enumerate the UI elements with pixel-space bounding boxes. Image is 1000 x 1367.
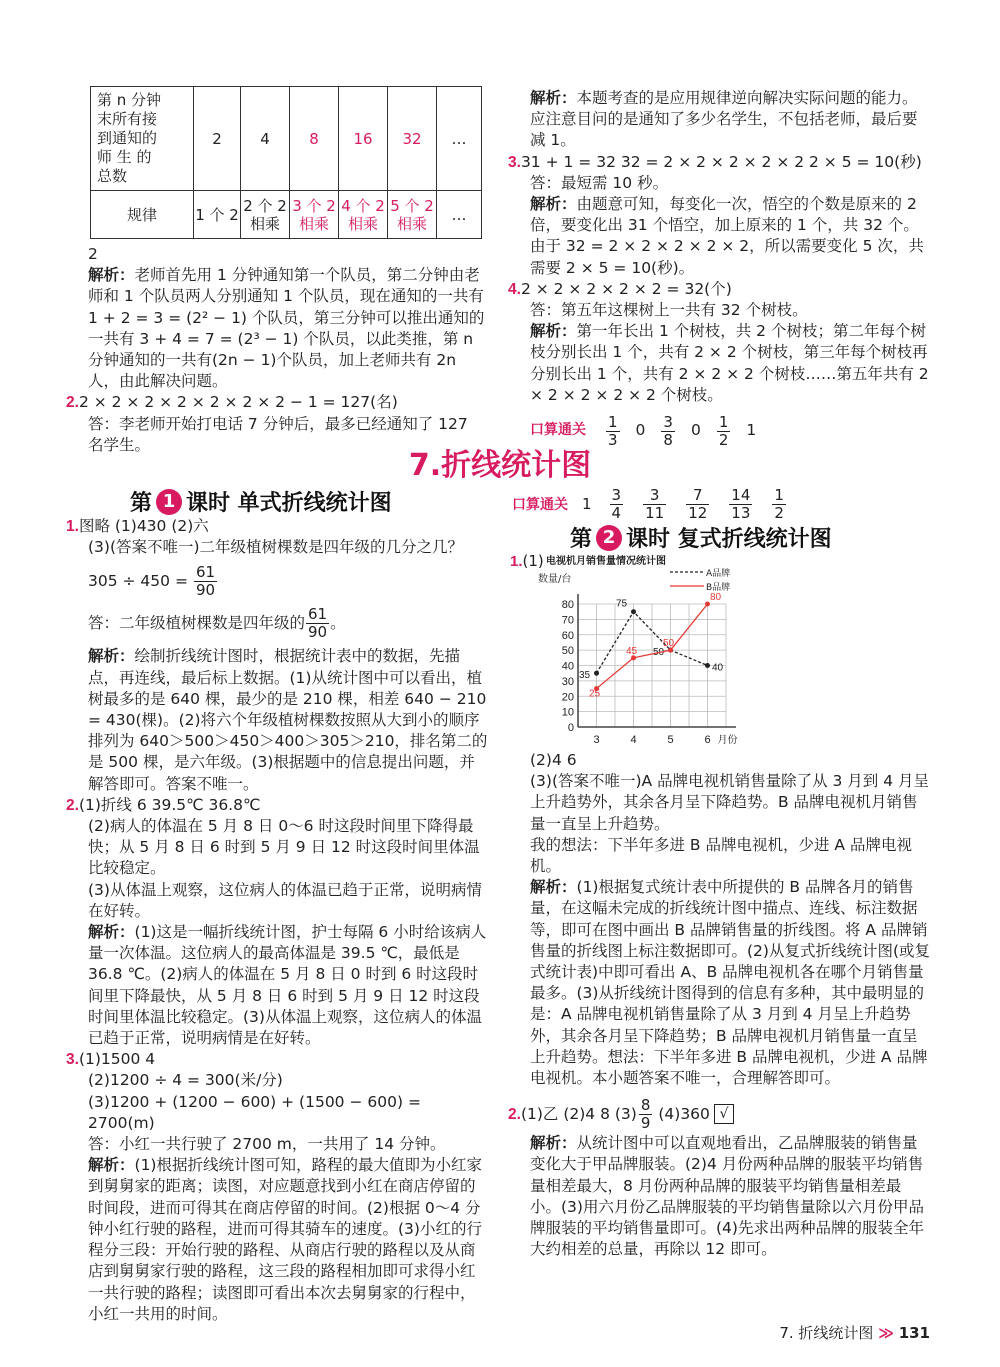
table-cell: 32 bbox=[388, 87, 437, 191]
y-tick-label: 20 bbox=[561, 691, 574, 704]
data-label: 45 bbox=[625, 645, 638, 657]
y-tick-label: 50 bbox=[561, 645, 574, 658]
question-2: 2.2 × 2 × 2 × 2 × 2 × 2 × 2 − 1 = 127(名) bbox=[66, 393, 398, 412]
answer-text: (3)(答案不唯一)A 品牌电视机销售量除了从 3 月到 4 月呈上升趋势外，其余各月呈下降趋势。B 品牌电视机月销售量一直呈上升趋势。 bbox=[530, 772, 930, 833]
question-2: 2. (1)乙 (2)4 8 (3) $\frac{8}{9}$ (4)360 √ bbox=[508, 1095, 930, 1133]
data-label: 80 bbox=[709, 592, 722, 603]
fraction: $\frac{14}{13}$ bbox=[731, 485, 751, 522]
data-label: 75 bbox=[615, 598, 628, 610]
lesson-1-content bbox=[66, 516, 488, 1325]
data-label: 40 bbox=[711, 662, 724, 674]
question-text: (2)病人的体温在 5 月 8 日 0～6 时这段时间里下降得最快；从 5 月 8 日 6 时到 5 月 9 日 12 时这段时间里体温比较稳定。 bbox=[88, 817, 480, 878]
question-2: 2.(1)折线 6 39.5℃ 36.8℃ bbox=[66, 795, 261, 814]
header-line: 第 n 分钟 bbox=[97, 91, 162, 109]
fraction: $\frac{1}{3}$ bbox=[608, 412, 618, 449]
section-title-text: 7.折线统计图 bbox=[408, 448, 592, 483]
rule-table bbox=[90, 86, 482, 239]
y-tick-label: 10 bbox=[561, 706, 574, 719]
legend-entry: B品牌 bbox=[706, 583, 731, 593]
kousuan-label: 口算通关 bbox=[512, 497, 568, 513]
legend-entry: A品牌 bbox=[706, 569, 731, 579]
question-text: (3)(答案不唯一)二年级植树棵数是四年级的几分之几？ bbox=[88, 538, 464, 557]
fraction: $\frac{7}{12}$ bbox=[688, 485, 708, 522]
y-tick-label: 70 bbox=[561, 614, 574, 627]
table-header-cell: 规律 bbox=[91, 191, 194, 239]
chart-question: 1.(1) bbox=[510, 552, 544, 570]
y-tick-label: 40 bbox=[561, 660, 574, 673]
analysis-paragraph: 解析：老师首先用 1 分钟通知第一个队员，第二分钟由老师和 1 个队员两人分别通知 1 个队员，现在通知的一共有 1 + 2 = 3 = (2² − 1) 个队员，第三分钟可以推出通知的一共有 3 + 4 = 7 = (2³ − 1) 个队员，以此类推，第 n 分钟通知的一共有(2n − 1)个队员，加上老师共有 2n 人，由此解决问题。 bbox=[88, 266, 485, 391]
answer-text: 答：小红一共行驶了 2700 m，一共用了 14 分钟。 bbox=[88, 1135, 446, 1154]
analysis-paragraph: 解析：(1)根据折线统计图可知，路程的最大值即为小红家到舅舅家的距离；读图，对应题意找到小红在商店停留的时间段，进而可得其在商店停留的时间。(2)根据 0～4 分钟小红行驶的路程，进而可得其骑车的速度。(3)小红的行程分三段：开始行驶的路程、从商店行驶的路程以及从商店到舅舅家行驶的路程，这三段的路程相加即可求得小红一共行驶的路程；读图即可看出本次去舅舅家的行程中，小红一共用的时间。 bbox=[88, 1156, 482, 1323]
data-point bbox=[594, 671, 599, 676]
fraction: $\frac{1}{2}$ bbox=[718, 412, 729, 449]
header-line: 末所有接 bbox=[97, 110, 158, 128]
data-label: 50 bbox=[662, 638, 675, 650]
table-cell: 1 个 2 bbox=[194, 191, 241, 239]
table-cell: … bbox=[437, 191, 482, 239]
analysis-paragraph: 解析：(1)根据复式统计表中所提供的 B 品牌各月的销售量，在这幅未完成的折线统计图中描点、连线、标注数据等，即可在图中画出 B 品牌销售量的折线图。将 A 品牌销售量的折线图上标注数据即可。(2)从复式折线统计图(或复式统计表)中即可看出 A、B 品牌电视机各在哪个月销售量最多。(3)从折线统计图得到的信息有多种，其中最明显的是：A 品牌电视机销售量除了从 3 月到 4 月呈上升趋势外，其余各月呈下降趋势；B 品牌电视机月销售量一直呈上升趋势。想法：下半年多进 B 品牌电视机，少进 A 品牌电视机。本小题答案不唯一，合理解答即可。 bbox=[530, 878, 931, 1088]
page-footer bbox=[779, 1322, 930, 1343]
left-top-column bbox=[66, 244, 488, 456]
chart-title: 电视机月销售量情况统计图 bbox=[546, 556, 666, 567]
lesson-number-badge: 2 bbox=[596, 525, 622, 551]
table-cell: 2 bbox=[194, 87, 241, 191]
question-3: 3.31 + 1 = 32 32 = 2 × 2 × 2 × 2 × 2 2 × 5 = 10(秒) bbox=[508, 152, 922, 171]
table-cell: 4 bbox=[241, 87, 290, 191]
data-label: 25 bbox=[588, 688, 601, 700]
header-line: 师 生 的 bbox=[97, 148, 152, 166]
fraction: $\frac{3}{11}$ bbox=[645, 485, 665, 522]
y-tick-label: 0 bbox=[567, 722, 574, 734]
x-tick-label: 5 bbox=[667, 734, 674, 746]
y-tick-label: 60 bbox=[561, 629, 574, 642]
equation: (2)1200 ÷ 4 = 300(米/分) bbox=[88, 1071, 283, 1090]
equation: 305 ÷ 450 = $\frac{61}{90}$ bbox=[88, 562, 216, 599]
footer-chapter: 7. 折线统计图 bbox=[779, 1324, 874, 1342]
lesson-2-title: 第 2 课时 复式折线统计图 bbox=[570, 527, 832, 552]
header-line: 到通知的 bbox=[97, 129, 158, 147]
fraction: $\frac{1}{2}$ bbox=[774, 485, 784, 522]
y-axis-label: 数量/台 bbox=[538, 574, 572, 585]
lesson-2-content bbox=[508, 750, 931, 1260]
answer-text: 答：二年级植树棵数是四年级的 $\frac{61}{90}$ 。 bbox=[88, 604, 346, 641]
answer-text: 答：第五年这棵树上一共有 32 个树枝。 bbox=[530, 301, 808, 320]
kousuan-item: 1 bbox=[746, 421, 757, 440]
table-cell: 4 个 2 相乘 bbox=[339, 191, 388, 239]
analysis-paragraph: 解析：本题考查的是应用规律逆向解决实际问题的能力。应注意目问的是通知了多少名学生，不包括老师，最后要减 1。 bbox=[530, 89, 918, 150]
answer-text: 我的想法：下半年多进 B 品牌电视机，少进 A 品牌电视机。 bbox=[530, 835, 912, 876]
kousuan-label: 口算通关 bbox=[530, 422, 586, 439]
answer-text: (2)4 6 bbox=[530, 751, 577, 769]
data-label: 50 bbox=[652, 647, 665, 659]
lesson-1-title: 第 1 课时 单式折线统计图 bbox=[130, 491, 392, 516]
fraction: $\frac{3}{4}$ bbox=[611, 485, 622, 522]
analysis-paragraph: 解析：第一年长出 1 个树枝，共 2 个树枝；第二年每个树枝分别长出 1 个，共有 2 × 2 个树枝，第三年每个树枝再分别长出 1 个，共有 2 × 2 × 2 个树枝……第五年共有 2 × 2 × 2 × 2 × 2 个树枝。 bbox=[530, 322, 929, 404]
table-cell: 2 个 2 相乘 bbox=[241, 191, 290, 239]
x-tick-label: 3 bbox=[593, 734, 600, 746]
x-tick-label: 4 bbox=[630, 734, 637, 746]
line-chart bbox=[520, 552, 780, 752]
kousuan-item: 0 bbox=[690, 421, 701, 440]
data-point bbox=[705, 663, 710, 668]
analysis-paragraph: 解析：由题意可知，每变化一次，悟空的个数是原来的 2 倍，要变化出 31 个悟空，加上原来的 1 个，共 32 个。由于 32 = 2 × 2 × 2 × 2 × 2，所以需要变化 5 次，共需要 2 × 5 = 10(秒)。 bbox=[530, 195, 924, 277]
check-mark-box: √ bbox=[714, 1104, 734, 1124]
question-4: 4.2 × 2 × 2 × 2 × 2 = 32(个) bbox=[508, 279, 732, 298]
header-line: 总数 bbox=[97, 167, 128, 185]
page-number: 131 bbox=[898, 1324, 930, 1342]
answer-text: 答：李老师开始打电话 7 分钟后，最多已经通知了 127 名学生。 bbox=[88, 414, 468, 454]
table-cell: … bbox=[437, 87, 482, 191]
answer-text: 2 bbox=[88, 245, 98, 263]
y-tick-label: 30 bbox=[561, 675, 574, 688]
kousuan-item: 1 bbox=[582, 495, 592, 513]
x-axis-label: 月份 bbox=[717, 735, 738, 746]
fraction: $\frac{3}{8}$ bbox=[663, 412, 673, 449]
question-3: 3.(1)1500 4 bbox=[66, 1050, 156, 1069]
analysis-paragraph: 解析：绘制折线统计图时，根据统计表中的数据，先描点，再连线，最后标上数据。(1)从统计图中可以看出，植树最多的是 640 棵，最少的是 210 棵，相差 640 − 210 = 430(棵)。(2)将六个年级植树棵数按照从大到小的顺序排列为 640＞500＞450＞400＞305＞210，排名第二的是 500 棵，是六年级。(3)根据题中的信息提出问题，并解答即可。答案不唯一。 bbox=[88, 647, 488, 793]
question-1: 1.图略 (1)430 (2)六 bbox=[66, 517, 209, 535]
table-cell: 16 bbox=[339, 87, 388, 191]
table-cell: 8 bbox=[290, 87, 339, 191]
kousuan-item: 0 bbox=[635, 421, 646, 440]
double-arrow-icon: ≫ bbox=[878, 1324, 894, 1342]
analysis-paragraph: 解析：从统计图中可以直观地看出，乙品牌服装的销售量变化大于甲品牌服装。(2)4 月份两种品牌的服装平均销售量相差最大，8 月份两种品牌的服装平均销售量相差最小。(3)用六月份乙品牌服装的平均销售量除以六月份甲品牌服装的平均销售量即可。(4)先求出两种品牌的服装全年大约相差的总量，再除以 12 即可。 bbox=[530, 1134, 924, 1259]
lesson-number-badge: 1 bbox=[156, 489, 182, 515]
x-tick-label: 6 bbox=[704, 734, 711, 746]
data-label: 35 bbox=[578, 670, 591, 682]
kousuan-row-2 bbox=[512, 484, 792, 524]
table-cell: 5 个 2 相乘 bbox=[388, 191, 437, 239]
analysis-paragraph: 解析：(1)这是一幅折线统计图，护士每隔 6 小时给该病人量一次体温。这位病人的最高体温是 39.5 ℃，最低是 36.8 ℃。(2)病人的体温在 5 月 8 日 0 时到 6 时这段时间里下降最快，从 5 月 8 日 6 时到 5 月 9 日 12 时这段时间里体温比较稳定。(3)从体温上观察，这位病人的体温已趋于正常，说明病情是在好转。 bbox=[88, 923, 487, 1048]
data-point bbox=[631, 609, 636, 614]
question-text: (3)从体温上观察，这位病人的体温已趋于正常，说明病情在好转。 bbox=[88, 880, 482, 920]
equation: (3)1200 + (1200 − 600) + (1500 − 600) = 2700(m) bbox=[88, 1092, 421, 1132]
section-title bbox=[0, 440, 1000, 484]
table-cell: 3 个 2 相乘 bbox=[290, 191, 339, 239]
table-header-cell bbox=[91, 87, 194, 191]
answer-text: 答：最短需 10 秒。 bbox=[530, 173, 669, 192]
right-top-column bbox=[508, 88, 930, 450]
y-tick-label: 80 bbox=[561, 599, 574, 611]
